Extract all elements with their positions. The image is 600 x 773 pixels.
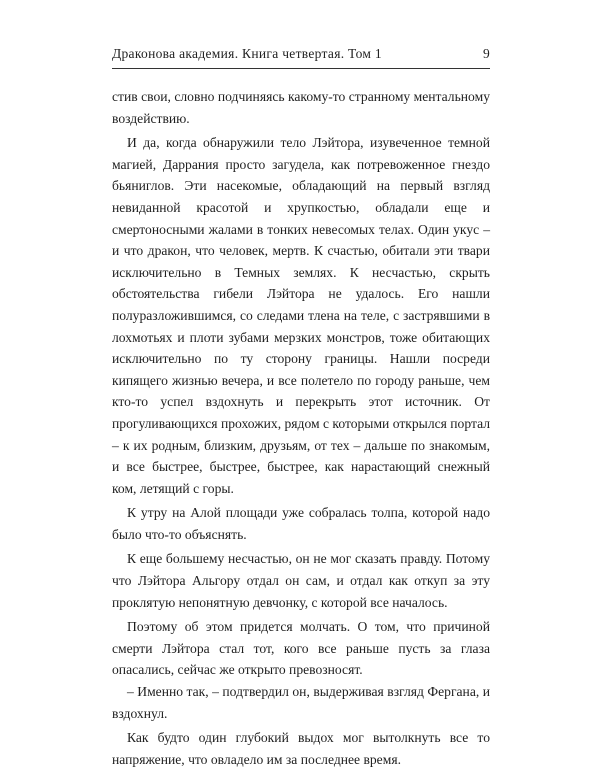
paragraph-7: Как будто один глубокий выдох мог вытолкнуть все то напряжение, что овладело им за последнее время. [112,730,490,767]
page-number: 9 [482,46,490,61]
running-header [112,46,490,62]
paragraph-5: Поэтому об этом придется молчать. О том, что причиной смерти Лэйтора стал тот, кого все раньше пусть за глаза опасались, сейчас же открыто превозносят. [112,619,490,678]
page-body [112,86,490,773]
paragraph-3: К утру на Алой площади уже собралась толпа, которой надо было что-то объяснять. [112,505,490,542]
running-title: Драконова академия. Книга четвертая. Том 1 [112,46,382,61]
paragraph-2: И да, когда обнаружили тело Лэйтора, изувеченное темной магией, Даррания просто загудела, как потревоженное гнездо бьяниглов. Эти насекомые, обладающий на первый взгляд невиданной красотой и хрупкостью, обладали еще и смертоносными жалами в тонких невесомых телах. Один укус – и что дракон, что человек, мертв. К счастью, обитали эти твари исключительно в Темных землях. К несчастью, скрыть обстоятельства гибели Лэйтора не удалось. Его нашли полуразложившимся, со следами тлена на теле, с застрявшими в лохмотьях и плоти зубами мерзких монстров, тоже обитающих исключительно по ту сторону границы. Нашли посреди кипящего жизнью вечера, и все полетело по городу раньше, чем кто-то успел вздохнуть и перекрыть этот источник. От прогуливающихся прохожих, рядом с которыми открылся портал – к их родным, близким, друзьям, от тех – дальше по знакомым, и все быстрее, быстрее, быстрее, как нарастающий снежный ком, летящий с горы. [112,135,491,496]
paragraph-4: К еще большему несчастью, он не мог сказать правду. Потому что Лэйтора Альгору отдал он сам, и отдал как откуп за эту проклятую непонятную девчонку, с которой все началось. [112,551,490,610]
header-divider [112,68,490,69]
paragraph-1: стив свои, словно подчиняясь какому-то странному ментальному воздействию. [112,89,490,126]
paragraph-6: – Именно так, – подтвердил он, выдерживая взгляд Фергана, и вздохнул. [112,684,490,721]
